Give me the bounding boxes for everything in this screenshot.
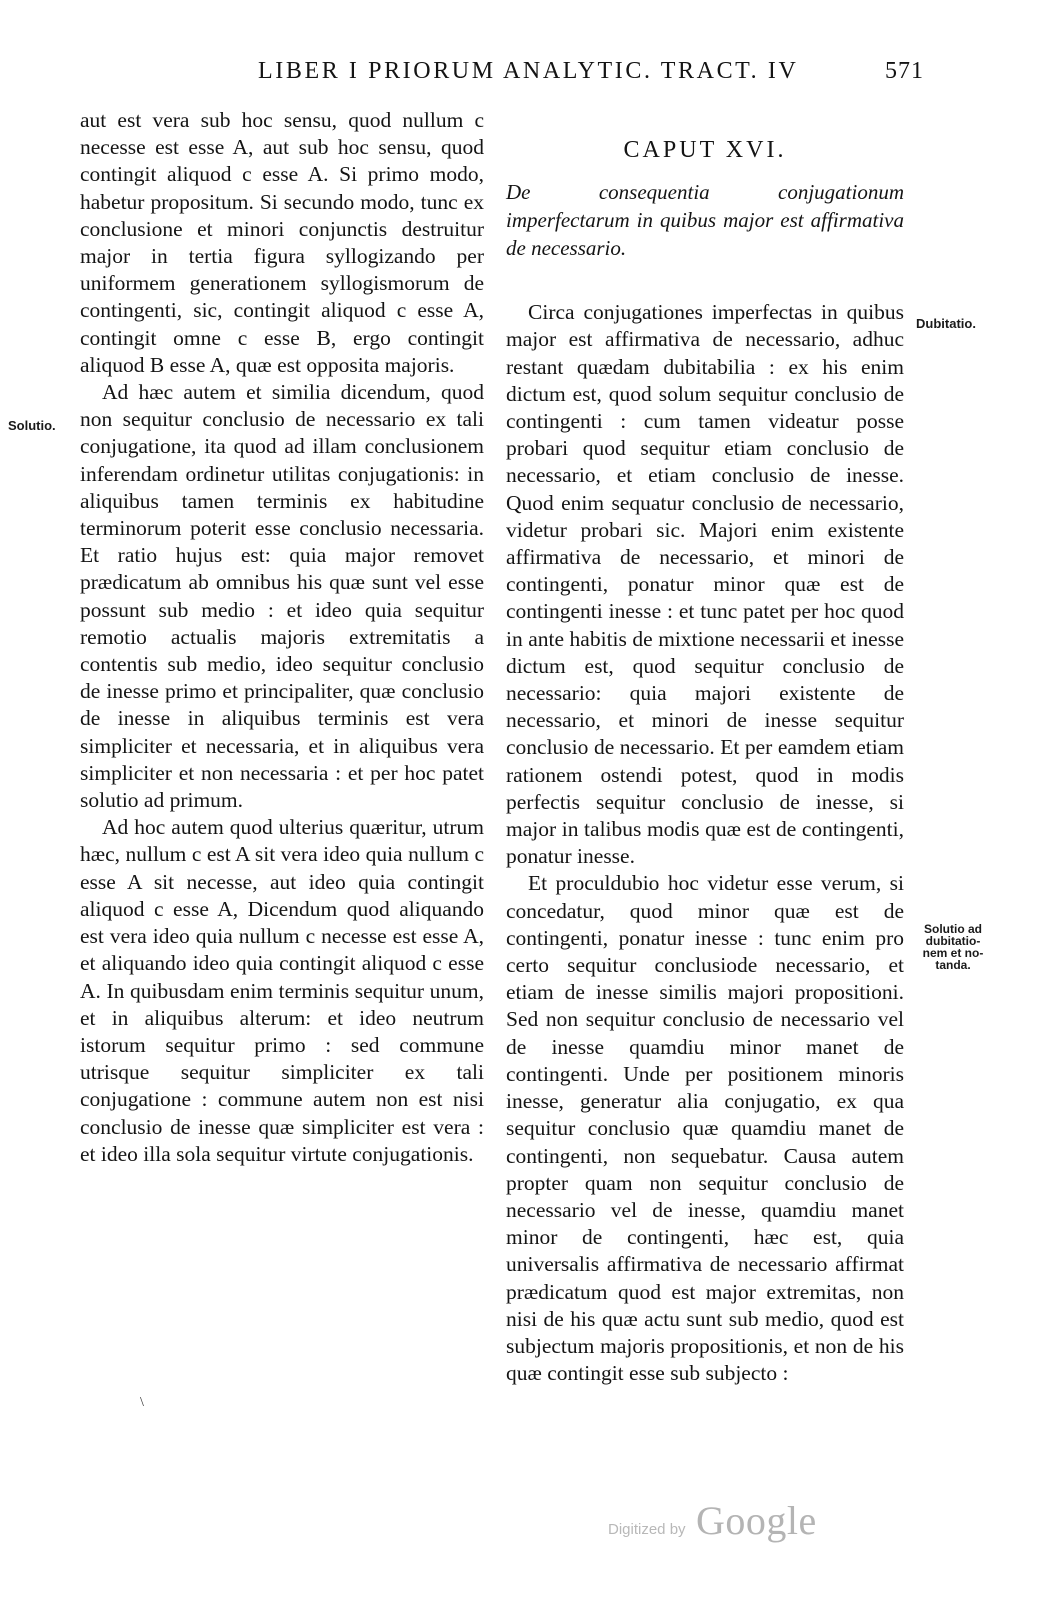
marginal-note-line: tanda.: [935, 958, 971, 972]
running-head: LIBER I PRIORUM ANALYTIC. TRACT. IV: [258, 58, 799, 84]
paragraph: Ad hoc autem quod ulterius quæritur, utrum hæc, nullum c est A sit vera ideo quia nullum c esse A sit necesse, aut ideo quia contingit aliquod c esse A, Dicendum quod aliquando est vera ideo quia nullum c necesse est esse A, et aliquando ideo quia contingit aliquod c esse A. In quibusdam enim terminis sequitur unum, et in aliquibus alterum: et ideo neutrum istorum sequitur primo : sed commune utrisque sequitur simpliciter ex tali conjugatione : commune autem non est nisi conclusio de inesse quæ simpliciter est vera : et ideo illa sola sequitur virtute conjugationis.: [80, 815, 484, 1166]
page-header: [70, 58, 924, 92]
right-column: [506, 137, 904, 1387]
paragraph: Et proculdubio hoc videtur esse verum, si concedatur, quod minor quæ est de contingenti, ponatur inesse : tunc enim pro certo sequitur conclusiode necessario, et etiam de inesse similis majori propositioni. Sed non sequitur conclusio de necessario vel de inesse quamdiu minor manet de contingenti. Unde per positionem minoris inesse, generatur alia conjugatio, ex qua sequitur conclusio quæ quamdiu manet de contingenti, non sequebatur. Causa autem propter quam non sequitur conclusio de necessario vel de inesse, quamdiu manet minor de contingenti, hæc est, quia universalis affirmativa de necessario affirmat prædicatum quod est major extremitas, non nisi de his quæ actu sunt sub medio, quod est subjectum majoris propositionis, et non de his quæ contingit esse sub subjecto :: [506, 871, 904, 1386]
marginal-note-line: Solutio ad: [924, 922, 982, 936]
marginal-note-solutio: Solutio.: [8, 418, 56, 433]
paragraph: Circa conjugationes imperfectas in quibus major est affirmativa de necessario, adhuc restant quædam dubitabilia : ex his enim dictum est, quod solum sequitur conclusio de contingenti : cum tamen videatur posse probari quod sequitur etiam conclusio de necessario, et etiam conclusio de inesse. Quod enim sequatur conclusio de necessario, videtur probari sic. Majori enim existente affirmativa de necessario, et minori de contingenti, ponatur minor quæ est de contingenti inesse : et tunc patet per hoc quod in ante habitis de mixtione necessarii et inesse dictum est, quod sequitur conclusio de necessario: quia majori existente de necessario, et minori de inesse sequitur conclusio de necessario. Et per eamdem etiam rationem ostendi potest, quod in modis perfectis sequitur conclusio de inesse, si major in talibus modis quæ est de contingenti, ponatur inesse.: [506, 300, 904, 869]
marginal-note-line: nem et no-: [922, 946, 984, 960]
paragraph: aut est vera sub hoc sensu, quod nullum c necesse est esse A, aut sub hoc sensu, quod contingit aliquod c esse A. Si primo modo, habetur propositum. Si secundo modo, tunc ex conclusione et minori conjunctis destruitur major in tertia figura syllogizando per uniformem generationem syllogismorum de contingenti, sic, contingit aliquod c esse A, contingit omne c esse B, ergo contingit aliquod B esse A, quæ est opposita majoris.: [80, 108, 484, 377]
marginal-note-solutio-ad: [914, 923, 992, 971]
digitized-by-text: Digitized by: [608, 1521, 686, 1538]
google-logo: Google: [696, 1498, 817, 1543]
marginal-note-dubitatio: Dubitatio.: [916, 316, 976, 331]
marginal-note-line: dubitatio-: [925, 934, 981, 948]
stray-mark: \: [140, 1395, 144, 1410]
left-column: [80, 107, 484, 1168]
page-number: 571: [885, 58, 924, 84]
chapter-subtitle: De consequentia conjugationum imperfectarum in quibus major est affirmativa de necessario.: [506, 180, 904, 261]
chapter-title: CAPUT XVI.: [623, 137, 787, 163]
digitization-watermark: [608, 1496, 823, 1544]
paragraph: Ad hæc autem et similia dicendum, quod non sequitur conclusio de necessario ex tali conjugatione, ita quod ad illam conclusionem inferendam ordinetur utilitas conjugationis: in aliquibus tamen terminis ex habitudine terminorum poterit esse conclusio necessaria. Et ratio hujus est: quia major removet prædicatum ab omnibus his quæ sunt vel esse possunt sub medio : et ideo quia sequitur remotio actualis majoris extremitatis a contentis sub medio, ideo sequitur conclusio de inesse primo et principaliter, quæ conclusio de inesse in aliquibus terminis est vera simpliciter et necessaria, et in aliquibus vera simpliciter et non necessaria : et per hoc patet solutio ad primum.: [80, 380, 484, 813]
